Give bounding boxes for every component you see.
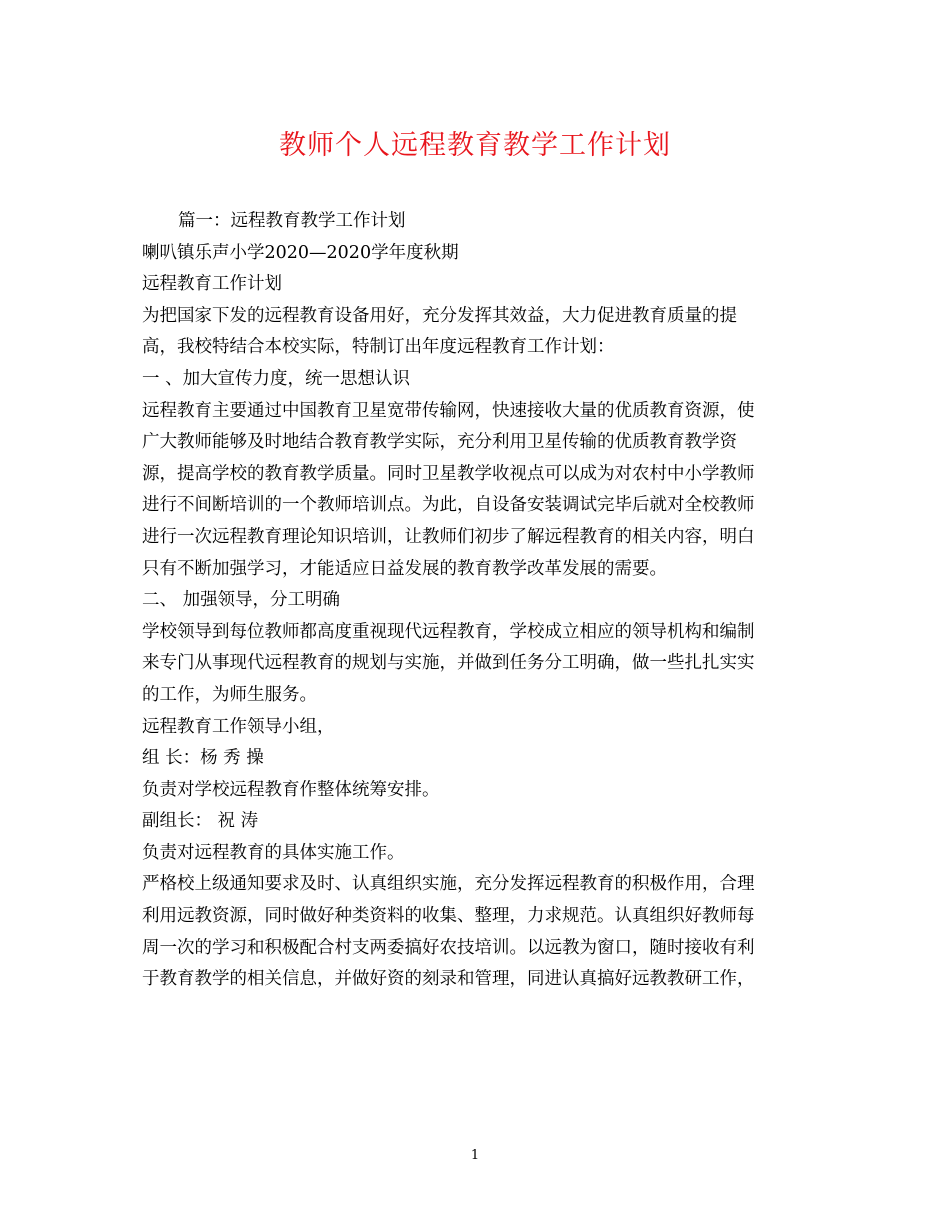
- text-line: 周一次的学习和积极配合村支两委搞好农技培训。以远教为窗口，随时接收有利: [142, 937, 755, 958]
- text-line: 为把国家下发的远程教育设备用好，充分发挥其效益，大力促进教育质量的提: [142, 305, 737, 326]
- text-line: 严格校上级通知要求及时、认真组织实施，充分发挥远程教育的积极作用，合理: [142, 874, 755, 895]
- section-heading: 二、 加强领导，分工明确: [142, 590, 341, 611]
- text-line: 来专门从事现代远程教育的规划与实施，并做到任务分工明确，做一些扎扎实实: [142, 653, 755, 674]
- text-line: 负责对远程教育的具体实施工作。: [142, 842, 405, 863]
- text-line: 于教育教学的相关信息，并做好资的刻录和管理，同进认真搞好远教教研工作，: [142, 969, 755, 990]
- text-line: 只有不断加强学习，才能适应日益发展的教育教学改革发展的需要。: [142, 558, 667, 579]
- text-line: 远程教育工作领导小组，: [142, 716, 335, 737]
- text-line: 组 长：杨 秀 操: [142, 748, 264, 769]
- text-line: 副组长： 祝 涛: [142, 811, 259, 832]
- section-heading: 一 、加大宣传力度，统一思想认识: [142, 368, 411, 389]
- page-number: 1: [470, 1148, 480, 1163]
- text-line: 广大教师能够及时地结合教育教学实际，充分利用卫星传输的优质教育教学资: [142, 432, 737, 453]
- text-line: 利用远教资源，同时做好种类资料的收集、整理，力求规范。认真组织好教师每: [142, 906, 755, 927]
- text-line: 远程教育主要通过中国教育卫星宽带传输网，快速接收大量的优质教育资源，使: [142, 400, 755, 421]
- document-body: [142, 206, 808, 996]
- text-line: 源，提高学校的教育教学质量。同时卫星教学收视点可以成为对农村中小学教师: [142, 463, 755, 484]
- text-line: 远程教育工作计划: [142, 274, 282, 295]
- text-line: 进行一次远程教育理论知识培训，让教师们初步了解远程教育的相关内容，明白: [142, 526, 755, 547]
- text-line: 学校领导到每位教师都高度重视现代远程教育，学校成立相应的领导机构和编制: [142, 621, 755, 642]
- text-line: 高，我校特结合本校实际，特制订出年度远程教育工作计划：: [142, 337, 615, 358]
- text-line: 篇一：远程教育教学工作计划: [178, 211, 406, 231]
- text-line: 负责对学校远程教育作整体统筹安排。: [142, 779, 440, 800]
- text-line: 的工作，为师生服务。: [142, 684, 317, 705]
- document-title: 教师个人远程教育教学工作计划: [279, 130, 671, 161]
- text-line: 进行不间断培训的一个教师培训点。为此，自设备安装调试完毕后就对全校教师: [142, 495, 755, 516]
- text-line: 喇叭镇乐声小学2020—2020学年度秋期: [142, 242, 459, 263]
